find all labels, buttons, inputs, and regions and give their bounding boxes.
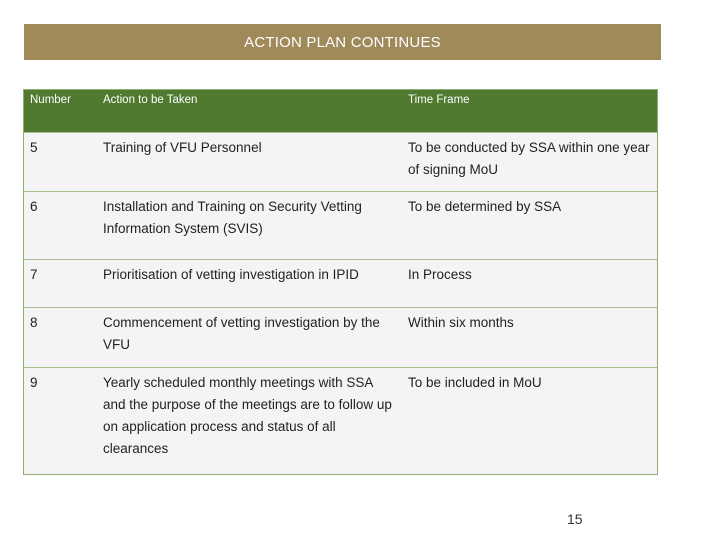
row-time-frame: In Process — [408, 267, 472, 282]
row-action: Commencement of vetting investigation by the VFU — [103, 315, 380, 352]
row-time-frame: Within six months — [408, 315, 514, 330]
header-action: Action to be Taken — [103, 94, 198, 106]
page-title-banner — [24, 24, 661, 60]
row-number: 5 — [30, 140, 38, 155]
row-time-frame: To be included in MoU — [408, 375, 542, 390]
action-plan-table — [23, 89, 658, 475]
row-time-frame: To be conducted by SSA within one year of signing MoU — [408, 140, 650, 177]
row-number: 6 — [30, 199, 38, 214]
row-action: Installation and Training on Security Vetting Information System (SVIS) — [103, 199, 362, 236]
row-number: 9 — [30, 375, 38, 390]
table-row — [24, 367, 657, 474]
table-row — [24, 132, 657, 191]
row-action: Prioritisation of vetting investigation in IPID — [103, 267, 359, 282]
page-number: 15 — [567, 511, 583, 527]
row-number: 8 — [30, 315, 38, 330]
row-action: Yearly scheduled monthly meetings with SSA and the purpose of the meetings are to follow up on application process and status of all clearances — [103, 375, 392, 456]
page-title: ACTION PLAN CONTINUES — [244, 33, 441, 51]
table-header-row — [24, 90, 657, 132]
table-row — [24, 191, 657, 259]
row-time-frame: To be determined by SSA — [408, 199, 562, 214]
row-action: Training of VFU Personnel — [103, 140, 262, 155]
header-number: Number — [30, 94, 71, 106]
table-row — [24, 259, 657, 307]
header-time-frame: Time Frame — [408, 94, 470, 106]
table-row — [24, 307, 657, 367]
row-number: 7 — [30, 267, 38, 282]
